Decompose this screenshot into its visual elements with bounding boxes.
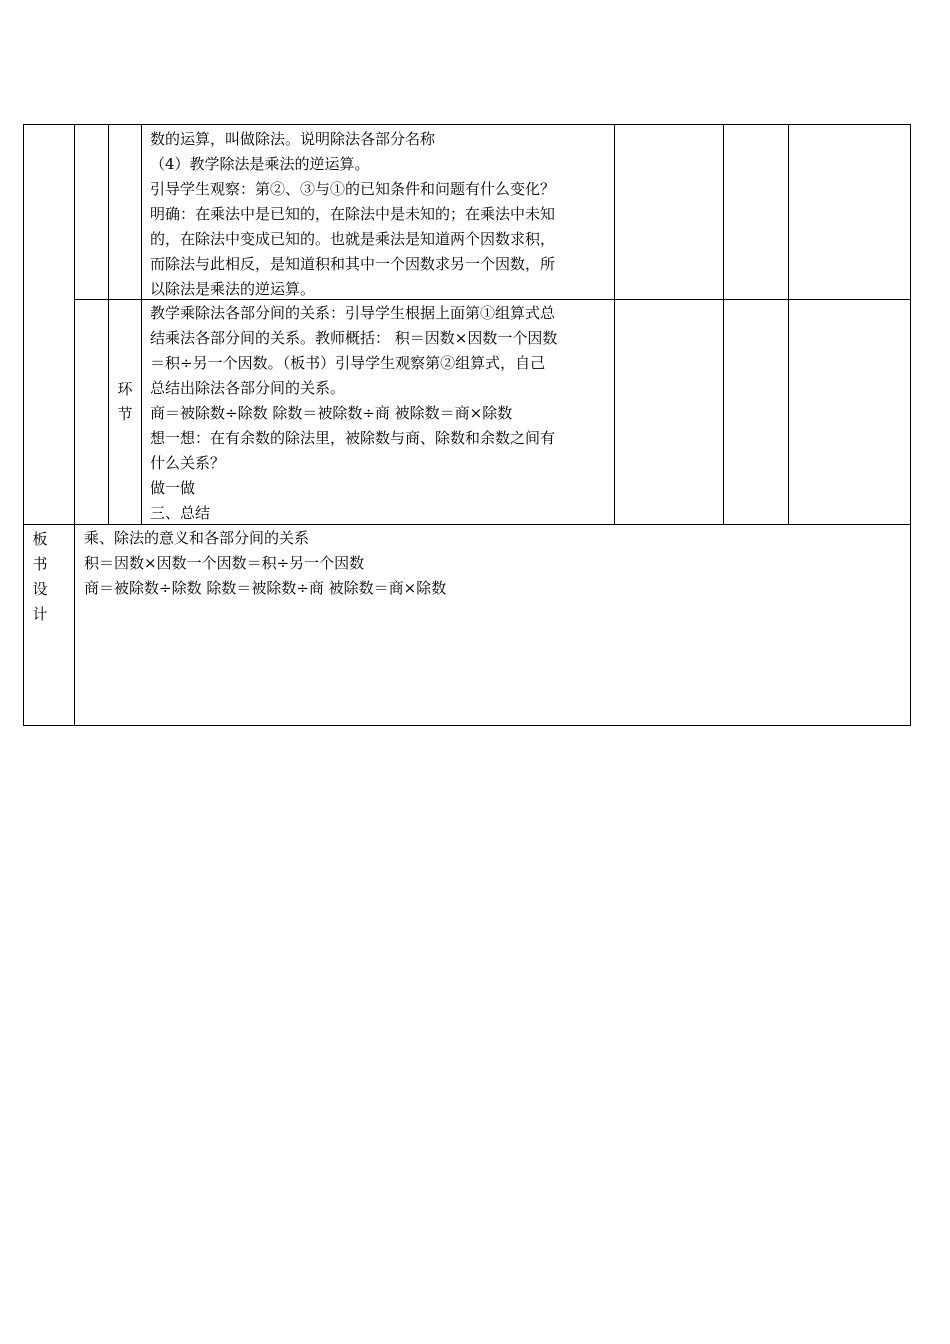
- column-divider: [723, 124, 724, 524]
- label-char: 板: [32, 530, 48, 548]
- column-divider: [788, 124, 789, 524]
- text-line: 教学乘除法各部分间的关系：引导学生根据上面第①组算式总: [150, 304, 556, 322]
- text-line: 的，在除法中变成已知的。也就是乘法是知道两个因数求积，: [150, 230, 556, 248]
- segment-label: [115, 377, 135, 427]
- text-line: 总结出除法各部分间的关系。: [150, 379, 346, 397]
- text-line: 三、总结: [150, 504, 211, 522]
- label-char: 节: [117, 405, 133, 423]
- column-divider: [108, 124, 109, 524]
- text-line: 而除法与此相反，是知道积和其中一个因数求另一个因数，所: [150, 255, 556, 273]
- column-divider: [614, 124, 615, 524]
- table-right-border: [910, 124, 911, 726]
- text-line: 想一想：在有余数的除法里，被除数与商、除数和余数之间有: [150, 429, 556, 447]
- text-line: 积＝因数×因数一个因数＝积÷另一个因数: [84, 554, 365, 572]
- text-line: 数的运算，叫做除法。说明除法各部分名称: [150, 130, 436, 148]
- text-line: ＝积÷另一个因数。（板书）引导学生观察第②组算式，自己: [150, 354, 546, 372]
- text-line: 做一做: [150, 479, 196, 497]
- process-text-row2: [150, 301, 557, 526]
- table-bottom-border: [23, 725, 911, 726]
- board-design-label: [30, 527, 50, 627]
- text-line: 商＝被除数÷除数 除数＝被除数÷商 被除数＝商×除数: [150, 404, 513, 422]
- label-char: 设: [32, 580, 48, 598]
- label-char: 书: [32, 555, 48, 573]
- label-char: 计: [32, 605, 48, 623]
- text-line: （4）教学除法是乘法的逆运算。: [150, 155, 370, 173]
- text-line: 乘、除法的意义和各部分间的关系: [84, 529, 310, 547]
- text-line: 明确：在乘法中是已知的，在除法中是未知的；在乘法中未知: [150, 205, 556, 223]
- text-line: 引导学生观察：第②、③与①的已知条件和问题有什么变化？: [150, 180, 556, 198]
- board-design-text: [84, 526, 446, 601]
- label-char: 环: [117, 380, 133, 398]
- process-text-row1: [150, 127, 555, 302]
- text-line: 结乘法各部分间的关系。教师概括： 积＝因数×因数一个因数: [150, 329, 558, 347]
- column-divider: [141, 124, 142, 524]
- table-left-border: [23, 124, 24, 726]
- text-line: 什么关系？: [150, 454, 226, 472]
- column-divider: [74, 124, 75, 726]
- text-line: 以除法是乘法的逆运算。: [150, 280, 316, 298]
- table-top-border: [23, 124, 911, 125]
- text-line: 商＝被除数÷除数 除数＝被除数÷商 被除数＝商×除数: [84, 579, 447, 597]
